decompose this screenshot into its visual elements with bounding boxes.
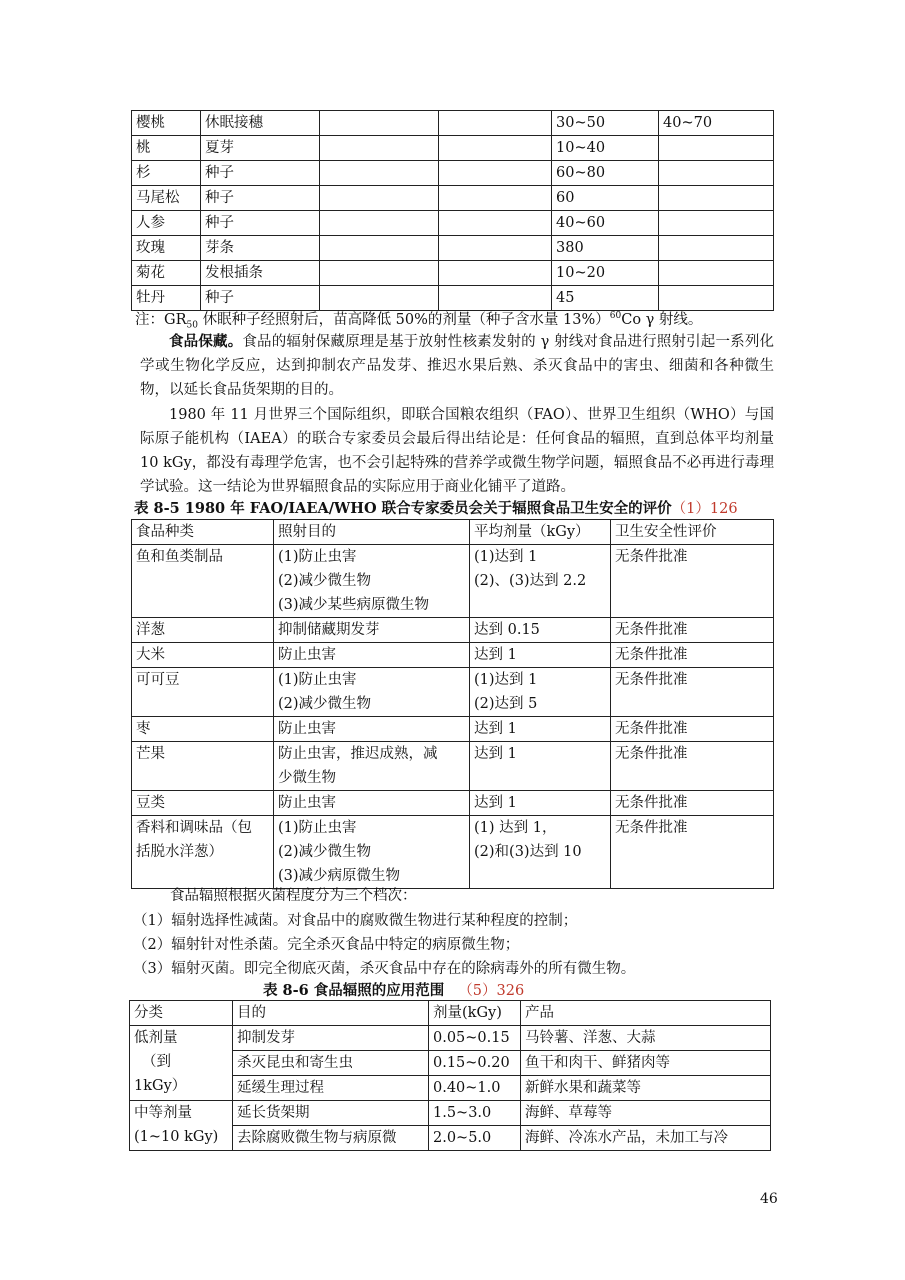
table-row [130,1101,771,1126]
food-cell: 洋葱 [132,618,274,643]
table-row [132,111,774,136]
food-cell: 可可豆 [132,668,274,717]
food-cell: 芒果 [132,742,274,791]
purpose-cell: 防止虫害 [274,717,470,742]
product-cell: 海鲜、草莓等 [521,1101,771,1126]
food-cell: 豆类 [132,791,274,816]
dose-cell: (1)达到 1 (2)、(3)达到 2.2 [470,545,611,618]
level-item: （3）辐射灭菌。即完全彻底灭菌，杀灭食品中存在的除病毒外的所有微生物。 [133,961,636,977]
table-cell: 45 [552,286,659,311]
table-row [132,161,774,186]
food-cell: 香料和调味品（包 括脱水洋葱） [132,816,274,889]
product-cell: 鱼干和肉干、鲜猪肉等 [521,1051,771,1076]
dose-cell: 达到 1 [470,717,611,742]
table-header-row [130,1001,771,1026]
table-cell [320,211,439,236]
dose-cell: 达到 1 [470,791,611,816]
table-cell: 种子 [201,186,320,211]
header-food-type: 食品种类 [132,520,274,545]
page-number: 46 [760,1191,778,1207]
purpose-cell: 抑制储藏期发芽 [274,618,470,643]
table-cell: 60 [552,186,659,211]
table-cell: 休眠接穗 [201,111,320,136]
table-8-5-caption: 表 8-5 1980 年 FAO/IAEA/WHO 联合专家委员会关于辐照食品卫生安全的评价（1）126 [134,500,738,517]
purpose-cell: (1)防止虫害 (2)减少微生物 (3)减少病原微生物 [274,816,470,889]
table-cell [439,161,552,186]
level-item: （1）辐射选择性减菌。对食品中的腐败微生物进行某种程度的控制； [133,913,578,929]
evaluation-cell: 无条件批准 [611,742,774,791]
table-row [132,236,774,261]
purpose-cell: (1)防止虫害 (2)减少微生物 (3)减少某些病原微生物 [274,545,470,618]
header-dose: 平均剂量（kGy） [470,520,611,545]
header-evaluation: 卫生安全性评价 [611,520,774,545]
table-cell: 60~80 [552,161,659,186]
food-cell: 枣 [132,717,274,742]
purpose-cell: 防止虫害 [274,643,470,668]
table-cell [659,211,774,236]
purpose-cell: (1)防止虫害 (2)减少微生物 [274,668,470,717]
category-medium-dose: 中等剂量 (1~10 kGy) [130,1101,233,1151]
table-cell [320,236,439,261]
dose-cell: 0.15~0.20 [429,1051,521,1076]
table-cell: 种子 [201,286,320,311]
table-row [132,136,774,161]
dose-cell: (1) 达到 1， (2)和(3)达到 10 [470,816,611,889]
table-cell [439,211,552,236]
table-row [132,211,774,236]
dose-cell: 达到 0.15 [470,618,611,643]
purpose-cell: 杀灭昆虫和寄生虫 [233,1051,429,1076]
level-item: （2）辐射针对性杀菌。完全杀灭食品中特定的病原微生物； [133,937,520,953]
table-row [132,643,774,668]
table-cell [320,186,439,211]
evaluation-cell: 无条件批准 [611,668,774,717]
header-dose: 剂量(kGy) [429,1001,521,1026]
table-cell [439,261,552,286]
table-row [132,717,774,742]
table-row [132,668,774,717]
table-8-5 [131,519,774,889]
fao-who-paragraph: 1980 年 11 月世界三个国际组织，即联合国粮农组织（FAO）、世界卫生组织（WHO）与国际原子能机构（IAEA）的联合专家委员会最后得出结论是：任何食品的辐照，直到总体平均剂量 10 kGy，都没有毒理学危害，也不会引起特殊的营养学或微生物学问题，辐照食品不必再进行毒理学试验。这一结论为世界辐照食品的实际应用于商业化铺平了道路。 [140,407,774,495]
evaluation-cell: 无条件批准 [611,717,774,742]
header-purpose: 目的 [233,1001,429,1026]
table-8-6 [129,1000,771,1151]
dose-cell: 1.5~3.0 [429,1101,521,1126]
table-8-6-caption: 表 8-6 食品辐照的应用范围 （5）326 [263,982,525,999]
food-cell: 大米 [132,643,274,668]
table-cell [320,161,439,186]
levels-intro: 食品辐照根据灭菌程度分为三个档次： [170,888,417,904]
table-row [132,618,774,643]
table-cell [439,236,552,261]
table-cell: 种子 [201,161,320,186]
table-row [132,261,774,286]
header-product: 产品 [521,1001,771,1026]
table-row [132,186,774,211]
dose-cell: (1)达到 1 (2)达到 5 [470,668,611,717]
evaluation-cell: 无条件批准 [611,618,774,643]
dose-cell: 达到 1 [470,643,611,668]
table-cell: 30~50 [552,111,659,136]
table-cell [320,261,439,286]
table-cell: 夏芽 [201,136,320,161]
purpose-cell: 去除腐败微生物与病原微 [233,1126,429,1151]
food-preservation-paragraph: 食品保藏。食品的辐射保藏原理是基于放射性核素发射的 γ 射线对食品进行照射引起一系列化学或生物化学反应，达到抑制农产品发芽、推迟水果后熟、杀灭食品中的害虫、细菌和各种微生物，以延长食品货架期的目的。 [140,333,774,398]
table-cell: 种子 [201,211,320,236]
table-note: 注：$GR_{50}$ 休眠种子经照射后，苗高降低 50%的剂量（种子含水量 13%）$^{60}$Co γ 射线。 [135,311,703,331]
category-low-dose: 低剂量 （到 1kGy） [130,1026,233,1101]
table-cell: 玫瑰 [132,236,201,261]
table-cell: 40~60 [552,211,659,236]
table-cell [439,186,552,211]
header-category: 分类 [130,1001,233,1026]
table-cell [659,261,774,286]
table-cell [439,111,552,136]
purpose-cell: 防止虫害 [274,791,470,816]
purpose-cell: 防止虫害，推迟成熟，减 少微生物 [274,742,470,791]
purpose-cell: 延缓生理过程 [233,1076,429,1101]
purpose-cell: 延长货架期 [233,1101,429,1126]
table-cell: 10~20 [552,261,659,286]
table-header-row [132,520,774,545]
table-row [132,791,774,816]
table-cell [320,111,439,136]
table-cell: 牡丹 [132,286,201,311]
table-cell: 人参 [132,211,201,236]
dose-cell: 0.05~0.15 [429,1026,521,1051]
product-cell: 马铃薯、洋葱、大蒜 [521,1026,771,1051]
table-cell [659,186,774,211]
table-cell: 发根插条 [201,261,320,286]
table-cell [320,136,439,161]
purpose-cell: 抑制发芽 [233,1026,429,1051]
table-cell: 杉 [132,161,201,186]
table-row [132,742,774,791]
evaluation-cell: 无条件批准 [611,545,774,618]
table-cell [659,236,774,261]
table-row [132,816,774,889]
dose-cell: 0.40~1.0 [429,1076,521,1101]
table-cell: 马尾松 [132,186,201,211]
dose-cell: 2.0~5.0 [429,1126,521,1151]
table-cell: 10~40 [552,136,659,161]
dose-cell: 达到 1 [470,742,611,791]
food-cell: 鱼和鱼类制品 [132,545,274,618]
table-cell [659,161,774,186]
product-cell: 海鲜、冷冻水产品，未加工与冷 [521,1126,771,1151]
table-cell: 桃 [132,136,201,161]
evaluation-cell: 无条件批准 [611,643,774,668]
table-cell: 菊花 [132,261,201,286]
table-cell: 樱桃 [132,111,201,136]
table-cell: 芽条 [201,236,320,261]
table-cell [659,136,774,161]
product-cell: 新鲜水果和蔬菜等 [521,1076,771,1101]
evaluation-cell: 无条件批准 [611,816,774,889]
table-row [132,545,774,618]
table-cell: 380 [552,236,659,261]
table-row [130,1026,771,1051]
evaluation-cell: 无条件批准 [611,791,774,816]
seed-dose-table [131,110,774,311]
header-purpose: 照射目的 [274,520,470,545]
table-cell: 40~70 [659,111,774,136]
table-cell [439,136,552,161]
